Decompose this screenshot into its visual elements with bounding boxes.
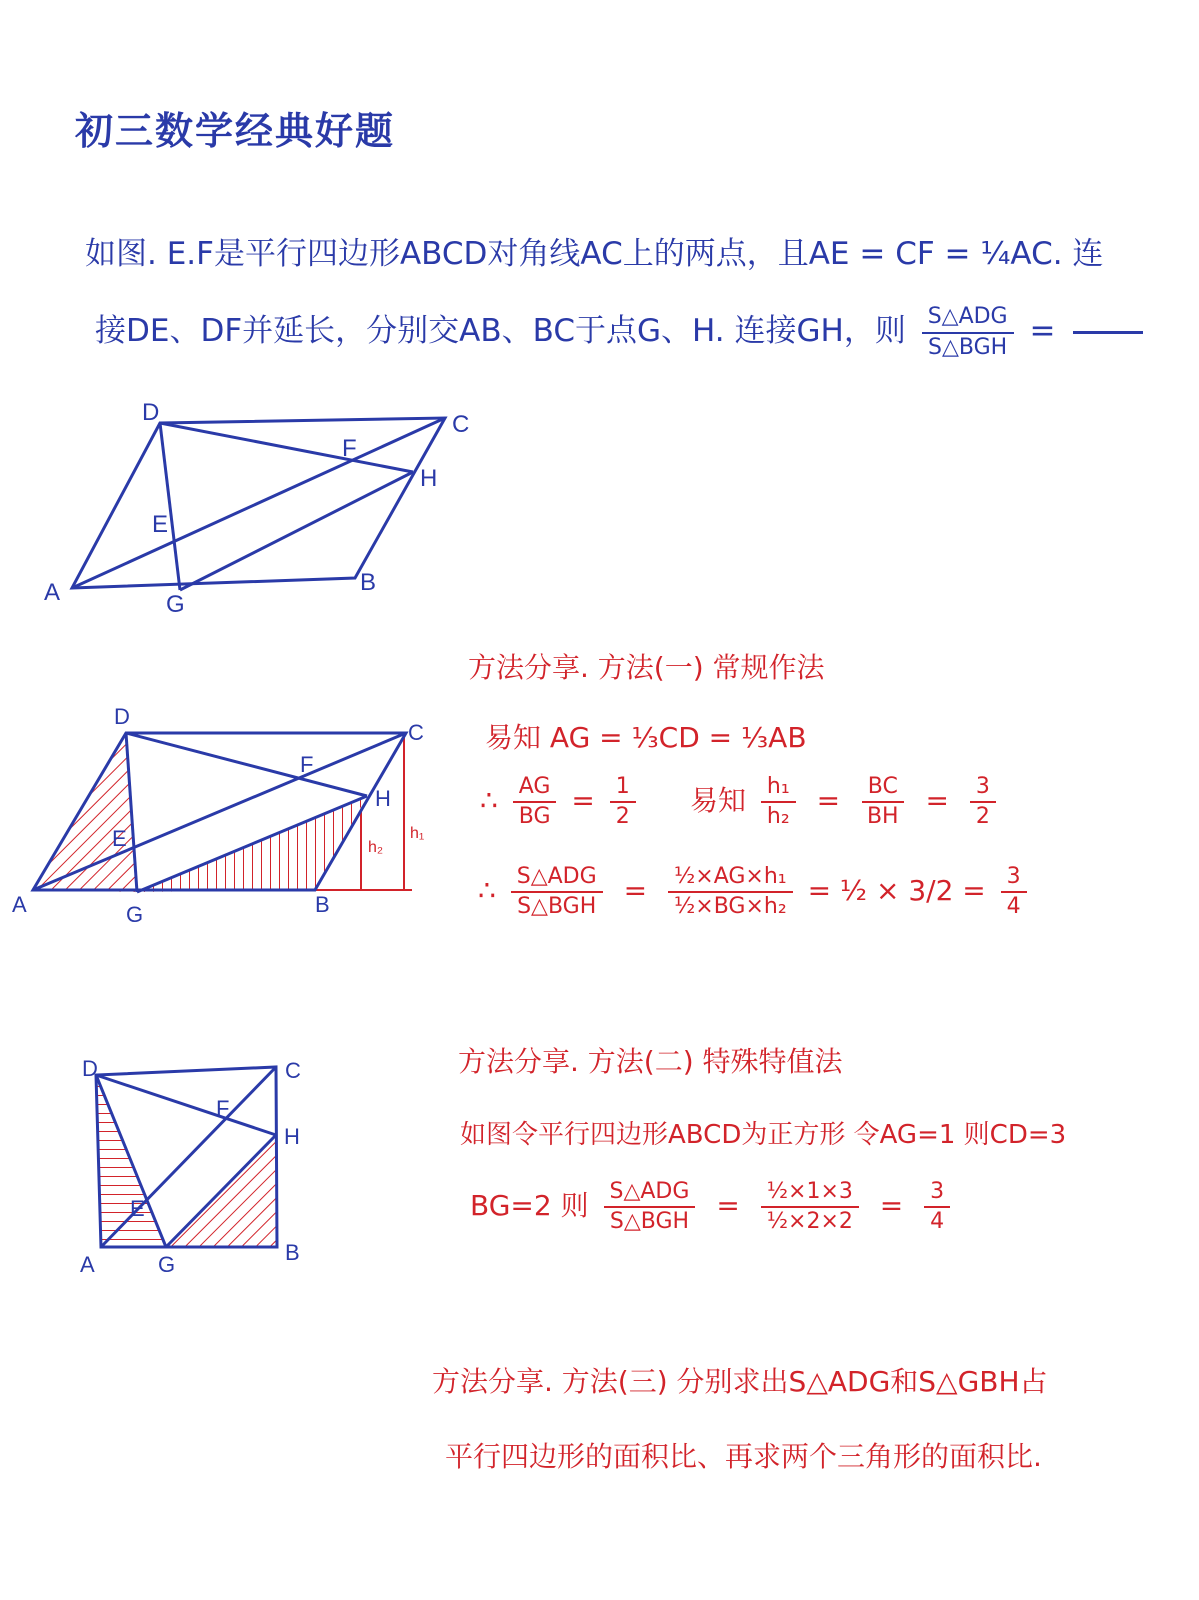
fraction-num: ½×AG×h₁ [668,865,793,893]
method3-line2: 平行四边形的面积比、再求两个三角形的面积比. [445,1440,1042,1473]
fraction-num: S△ADG [511,865,603,893]
page-title: 初三数学经典好题 [75,109,396,153]
equals-sign: = [623,874,648,908]
problem-ratio [922,305,1014,359]
equals-sign: = [879,1189,904,1223]
fraction-num: ½×1×3 [761,1180,859,1208]
method2-step1: 如图令平行四边形ABCD为正方形 令AG=1 则CD=3 [460,1120,1067,1150]
label-E: E [112,826,127,851]
fraction-num: 3 [924,1180,950,1208]
fraction-num: h₁ [761,775,796,803]
method1-step2 [480,775,642,829]
fraction-num: BC [862,775,904,803]
figure-parallelogram [0,390,500,630]
fraction-den: S△BGH [517,894,597,920]
ratio-denominator: S△BGH [928,334,1008,360]
label-F: F [342,435,357,462]
fraction-three-quarters [924,1180,950,1234]
label-B: B [285,1240,300,1265]
method2-header: 方法分享. 方法(二) 特殊特值法 [458,1045,843,1078]
fraction-num: S△ADG [604,1180,696,1208]
fraction-num: 1 [610,775,636,803]
label-A: A [44,579,61,606]
therefore-symbol: ∴ [478,874,496,908]
label-B: B [360,569,377,596]
equals-sign: = [571,784,595,818]
label-h1: h₁ [410,825,425,842]
method1-header: 方法分享. 方法(一) 常规作法 [468,651,825,684]
equals-sign: = [816,784,841,818]
label-C: C [285,1058,301,1083]
fraction-h1-h2 [761,775,796,829]
method2-step2 [470,1180,956,1234]
label-B: B [315,892,330,917]
figure-square [70,1050,330,1280]
fraction-area-expression [668,865,793,919]
fraction-bc-bh [861,775,905,829]
method1-step4 [478,865,1033,919]
fraction-den: 2 [975,804,990,830]
label-C: C [408,720,424,745]
label-H: H [284,1124,300,1149]
fraction-three-quarters [1001,865,1027,919]
label-G: G [158,1252,176,1277]
fraction-den: ½×BG×h₂ [673,894,787,920]
equals-sign: = [716,1189,740,1223]
label-E: E [130,1196,145,1221]
label-G: G [166,591,185,618]
fraction-three-halves [970,775,996,829]
label-C: C [452,411,470,438]
fraction-area-ratio [511,865,603,919]
fraction-area-ratio [604,1180,696,1234]
fraction-den: BG [518,804,551,830]
label-H: H [420,465,438,492]
fraction-num: 3 [1001,865,1027,893]
fraction-den: 4 [930,1209,945,1235]
fraction-num: 3 [970,775,996,803]
therefore-symbol: ∴ [480,784,498,818]
figure-method1 [0,700,440,930]
problem-line-2 [95,305,1143,360]
equals-sign: = [925,784,949,818]
fraction-den: h₂ [766,804,790,830]
label-G: G [126,902,144,927]
fraction-ag-bg [513,775,557,829]
label-A: A [12,892,27,917]
problem-line-2-text: 接DE、DF并延长，分别交AB、BC于点G、H. 连接GH，则 [95,313,906,349]
fraction-den: BH [866,804,899,830]
label-H: H [375,786,391,811]
label-D: D [142,399,160,426]
label-F: F [300,752,314,777]
fraction-den: 4 [1006,894,1021,920]
label-F: F [216,1096,230,1121]
method1-step3 [690,775,1002,829]
step2-prefix: BG=2 则 [470,1189,589,1223]
label-E: E [152,511,169,538]
fraction-num: AG [513,775,557,803]
method1-step1: 易知 AG = ⅓CD = ⅓AB [485,721,807,754]
label-A: A [80,1252,95,1277]
answer-blank [1073,331,1143,334]
fraction-den: S△BGH [609,1209,690,1235]
method3-header: 方法分享. 方法(三) 分别求出S△ADG和S△GBH占 [432,1365,1048,1398]
label-D: D [114,704,130,729]
fraction-den: 2 [615,804,630,830]
equals-sign: = [1029,313,1056,349]
step3-prefix: 易知 [690,784,747,818]
label-D: D [82,1056,98,1081]
label-h2: h₂ [368,839,384,856]
fraction-one-half [610,775,636,829]
fraction-den: ½×2×2 [766,1209,853,1235]
fraction-area-expression [761,1180,859,1234]
ratio-numerator: S△ADG [922,305,1014,333]
problem-line-1: 如图. E.F是平行四边形ABCD对角线AC上的两点，且AE = CF = ¼AC. 连 [85,236,1104,272]
step4-middle: = ½ × 3/2 = [807,874,986,908]
